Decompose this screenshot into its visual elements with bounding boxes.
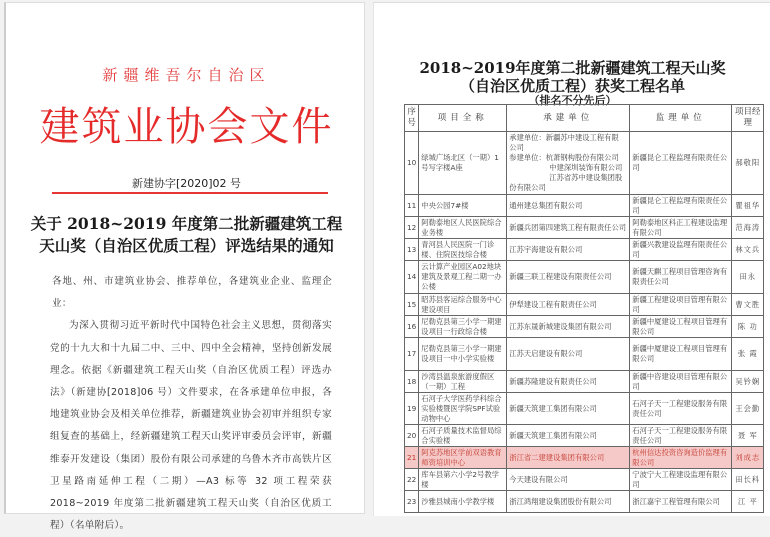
contractor: 江苏东晟新城建设集团有限公司 bbox=[507, 316, 630, 338]
row-number: 20 bbox=[405, 425, 419, 447]
header-manager: 项目经理 bbox=[732, 105, 764, 132]
row-number: 10 bbox=[405, 132, 419, 195]
table-row bbox=[405, 469, 764, 491]
project-manager: 刘成志 bbox=[732, 447, 764, 469]
project-manager: 王会勤 bbox=[732, 393, 764, 425]
project-name: 中央公园7#楼 bbox=[419, 195, 507, 217]
project-name: 石河子质量技术监督局综合实验楼 bbox=[419, 425, 507, 447]
supervisor: 新疆中厦建设工程项目管理有限公司 bbox=[630, 338, 732, 371]
contractor: 江苏宇海建设有限公司 bbox=[507, 239, 630, 261]
supervisor: 石河子天一工程建设服务有限责任公司 bbox=[630, 425, 732, 447]
row-number: 14 bbox=[405, 261, 419, 294]
header-seq: 序号 bbox=[405, 105, 419, 132]
contractor: 新疆三联工程建设有限责任公司 bbox=[507, 261, 630, 294]
project-manager: 林文兵 bbox=[732, 239, 764, 261]
notice-title-line2: 天山奖（自治区优质工程）评选结果的通知 bbox=[39, 236, 334, 255]
supervisor: 阿勒泰地区科正工程建设监理有限公司 bbox=[630, 217, 732, 239]
project-name: 尼勒克县第三小学一期建设项目一行政综合楼 bbox=[419, 316, 507, 338]
notice-body bbox=[50, 271, 332, 537]
salutation: 各地、州、市建筑业协会、推荐单位，各建筑业企业、监理企业： bbox=[52, 276, 332, 310]
notice-title bbox=[6, 213, 367, 257]
supervisor: 新疆昆仑工程监理有限责任公司 bbox=[630, 132, 732, 195]
project-manager: 范海涛 bbox=[732, 217, 764, 239]
project-manager: 田长科 bbox=[732, 469, 764, 491]
supervisor: 新疆中咨建设项目管理有限公司 bbox=[630, 371, 732, 393]
contractor-line: 份有限公司 bbox=[509, 183, 546, 192]
list-title bbox=[374, 59, 770, 95]
table-row bbox=[405, 217, 764, 239]
row-number: 11 bbox=[405, 195, 419, 217]
supervisor: 新疆天麒工程项目管理咨询有限责任公司 bbox=[630, 261, 732, 294]
project-name: 尼勒克县第三小学一期建设项目一中小学实验楼 bbox=[419, 338, 507, 371]
table-row bbox=[405, 491, 764, 513]
row-number: 18 bbox=[405, 371, 419, 393]
table-row bbox=[405, 132, 764, 195]
list-title-line1: 2018~2019年度第二批新疆建筑工程天山奖 bbox=[419, 59, 726, 77]
contractor: 通州建总集团有限公司 bbox=[507, 195, 630, 217]
contractor: 江苏天启建设有限公司 bbox=[507, 338, 630, 371]
supervisor: 新疆昆仑工程监理有限责任公司 bbox=[630, 195, 732, 217]
project-manager: 吴钤娴 bbox=[732, 371, 764, 393]
contractor: 伊犁建设工程有限责任公司 bbox=[507, 294, 630, 316]
table-row bbox=[405, 316, 764, 338]
project-name: 阿克苏地区学前双语教育师资培训中心 bbox=[419, 447, 507, 469]
row-number: 23 bbox=[405, 491, 419, 513]
table-row bbox=[405, 371, 764, 393]
award-list-page bbox=[373, 2, 770, 516]
project-name: 库车县第六小学2号教学楼 bbox=[419, 469, 507, 491]
header-supervisor: 监理单位 bbox=[630, 105, 732, 132]
project-name: 阿勒泰地区人民医院综合业务楼 bbox=[419, 217, 507, 239]
row-number: 13 bbox=[405, 239, 419, 261]
supervisor: 石河子天一工程建设服务有限责任公司 bbox=[630, 393, 732, 425]
contractor: 浙江鸿翔建设集团股份有限公司 bbox=[507, 491, 630, 513]
contractor: 浙江省二建建设集团有限公司 bbox=[507, 447, 630, 469]
table-row bbox=[405, 195, 764, 217]
row-number: 21 bbox=[405, 447, 419, 469]
contractor: 今天建设有限公司 bbox=[507, 469, 630, 491]
table-row bbox=[405, 393, 764, 425]
project-manager: 聂 军 bbox=[732, 425, 764, 447]
document-header: 建筑业协会文件 bbox=[39, 104, 334, 150]
project-name: 昭苏县客运综合服务中心建设项目 bbox=[419, 294, 507, 316]
contractor bbox=[507, 132, 630, 195]
award-table bbox=[404, 104, 764, 513]
issuer-region: 新疆维吾尔自治区 bbox=[102, 66, 271, 84]
row-number: 16 bbox=[405, 316, 419, 338]
supervisor: 浙江嘉宇工程管理有限公司 bbox=[630, 491, 732, 513]
supervisor: 杭州信达投资咨询造价监理有限公司 bbox=[630, 447, 732, 469]
project-manager: 陈 功 bbox=[732, 316, 764, 338]
project-name: 沙湾县温泉旅游度假区（一期）工程 bbox=[419, 371, 507, 393]
row-number: 17 bbox=[405, 338, 419, 371]
supervisor: 新疆工程建设项目管理有限公司 bbox=[630, 294, 732, 316]
contractor-line: 承建单位：新疆苏中建设工程有限 bbox=[509, 133, 619, 142]
row-number: 22 bbox=[405, 469, 419, 491]
notice-page bbox=[4, 2, 365, 532]
contractor-line: 江苏省苏中建设集团股 bbox=[549, 173, 623, 182]
table-row-highlighted bbox=[405, 447, 764, 469]
table-row bbox=[405, 338, 764, 371]
list-subtitle: （排名不分先后） bbox=[528, 94, 617, 107]
row-number: 19 bbox=[405, 393, 419, 425]
table-row bbox=[405, 261, 764, 294]
contractor: 新疆苏隆建设有限责任公司 bbox=[507, 371, 630, 393]
document-number: 新建协字[2020]02 号 bbox=[131, 177, 242, 190]
supervisor: 新疆中厦建设工程项目管理有限公司 bbox=[630, 316, 732, 338]
notice-title-line1: 关于 2018~2019 年度第二批新疆建筑工程 bbox=[30, 214, 343, 233]
row-number: 15 bbox=[405, 294, 419, 316]
table-row bbox=[405, 294, 764, 316]
header-project: 项目全称 bbox=[419, 105, 507, 132]
contractor: 新疆兵团第四建筑工程有限责任公司 bbox=[507, 217, 630, 239]
table-row bbox=[405, 425, 764, 447]
list-title-line2: （自治区优质工程）获奖工程名单 bbox=[459, 77, 685, 95]
contractor: 新疆天筑建工集团有限公司 bbox=[507, 393, 630, 425]
body-paragraph: 为深入贯彻习近平新时代中国特色社会主义思想，贯彻落实党的十九大和十九届二中、三中、四中全会精神，坚持创新发展理念。依据《新疆建筑工程天山奖（自治区优质工程）评选办法》（新建协[2018]06 号）文件要求，在各承建单位申报，各地建筑业协会及相关单位推荐，新疆建筑业协会初审并组织专家组复查的基础上，经新疆建筑工程天山奖评审委员会评审，新疆维泰开发建设（集团）股份有限公司承建的乌鲁木齐市高铁片区卫星路南延伸工程（二期）—A3 标等 32 项工程荣获 2018~2019 年度第二批新疆建筑工程天山奖（自治区优质工程）（名单附后）。 bbox=[50, 320, 332, 532]
project-manager: 张 霞 bbox=[732, 338, 764, 371]
supervisor: 新疆兴教建设监理有限责任公司 bbox=[630, 239, 732, 261]
supervisor: 宁波宁大工程建设监理有限公司 bbox=[630, 469, 732, 491]
contractor-line: 中建深圳装饰有限公司 bbox=[549, 163, 623, 172]
contractor-line: 公司 bbox=[509, 143, 524, 152]
project-name: 绿城广场北区（一期）1号写字楼A座 bbox=[419, 132, 507, 195]
project-name: 石河子大学医药学科综合实验楼暨医学院SPF试验动物中心 bbox=[419, 393, 507, 425]
project-manager: 江 平 bbox=[732, 491, 764, 513]
header-contractor: 承建单位 bbox=[507, 105, 630, 132]
project-manager: 瞿祖华 bbox=[732, 195, 764, 217]
contractor: 新疆天筑建工集团有限公司 bbox=[507, 425, 630, 447]
table-header-row bbox=[405, 105, 764, 132]
project-name: 云计算产业园区A02地块建筑及景观工程二期一办公楼 bbox=[419, 261, 507, 294]
row-number: 12 bbox=[405, 217, 419, 239]
red-divider bbox=[52, 192, 328, 194]
project-name: 沙雅县城南小学教学楼 bbox=[419, 491, 507, 513]
table-row bbox=[405, 239, 764, 261]
project-manager: 郝敬阳 bbox=[732, 132, 764, 195]
project-name: 青河县人民医院一门诊楼、住院医技综合楼 bbox=[419, 239, 507, 261]
project-manager: 田永 bbox=[732, 261, 764, 294]
project-manager: 曹文胜 bbox=[732, 294, 764, 316]
contractor-line: 参建单位：杭萧钢构股份有限公司 bbox=[509, 153, 619, 162]
